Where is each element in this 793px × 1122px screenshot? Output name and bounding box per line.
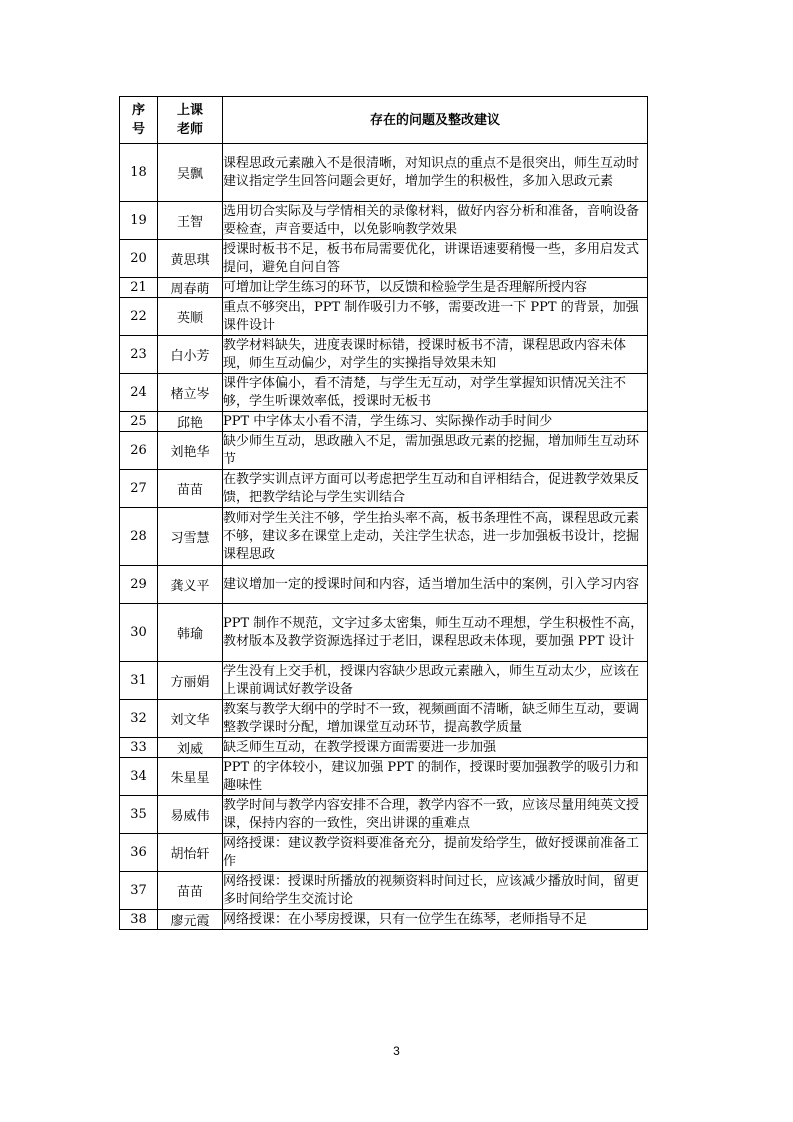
header-number <box>120 97 158 144</box>
teacher-name: 楮立岑 <box>158 374 223 412</box>
row-number: 31 <box>120 662 158 700</box>
table-row <box>120 144 648 202</box>
teacher-name: 苗苗 <box>158 872 223 910</box>
table-row <box>120 662 648 700</box>
row-number: 28 <box>120 508 158 566</box>
issue-text: 在教学实训点评方面可以考虑把学生互动和自评相结合，促进教学效果反馈，把教学结论与学生实训结合 <box>223 470 648 508</box>
row-number: 18 <box>120 144 158 202</box>
teacher-name: 胡怡轩 <box>158 834 223 872</box>
table-row <box>120 566 648 604</box>
table-row <box>120 872 648 910</box>
row-number: 36 <box>120 834 158 872</box>
issue-text: 教师对学生关注不够，学生抬头率不高，板书条理性不高，课程思政元素不够，建议多在课堂上走动，关注学生状态，进一步加强板书设计，挖掘课程思政 <box>223 508 648 566</box>
issue-text: 教学时间与教学内容安排不合理，教学内容不一致，应该尽量用纯英文授课，保持内容的一致性，突出讲课的重难点 <box>223 796 648 834</box>
issue-text: 教案与教学大纲中的学时不一致，视频画面不清晰，缺乏师生互动，要调整教学课时分配，增加课堂互动环节，提高教学质量 <box>223 700 648 738</box>
row-number: 38 <box>120 910 158 930</box>
teacher-name: 方丽娟 <box>158 662 223 700</box>
table-row <box>120 910 648 930</box>
issue-text: 可增加让学生练习的环节，以反馈和检验学生是否理解所授内容 <box>223 278 648 298</box>
issue-text: 缺乏师生互动，在教学授课方面需要进一步加强 <box>223 738 648 758</box>
row-number: 35 <box>120 796 158 834</box>
table-row <box>120 202 648 240</box>
issue-text: PPT 制作不规范，文字过多太密集，师生互动不理想，学生积极性不高，教材版本及教学资源选择过于老旧，课程思政未体现，要加强 PPT 设计 <box>223 604 648 662</box>
row-number: 32 <box>120 700 158 738</box>
teacher-name: 朱星星 <box>158 758 223 796</box>
teacher-name: 龚义平 <box>158 566 223 604</box>
header-issues: 存在的问题及整改建议 <box>223 97 648 144</box>
table-row <box>120 278 648 298</box>
issue-text: 缺少师生互动，思政融入不足，需加强思政元素的挖掘，增加师生互动环节 <box>223 432 648 470</box>
table-row <box>120 758 648 796</box>
issue-text: PPT 中字体太小看不清，学生练习、实际操作动手时间少 <box>223 412 648 432</box>
table-row <box>120 738 648 758</box>
teacher-name: 黄思琪 <box>158 240 223 278</box>
row-number: 33 <box>120 738 158 758</box>
teacher-name: 王智 <box>158 202 223 240</box>
table-row <box>120 700 648 738</box>
issue-text: PPT 的字体较小，建议加强 PPT 的制作，授课时要加强教学的吸引力和趣味性 <box>223 758 648 796</box>
teacher-name: 易威伟 <box>158 796 223 834</box>
teacher-name: 刘艳华 <box>158 432 223 470</box>
table-row <box>120 336 648 374</box>
row-number: 25 <box>120 412 158 432</box>
row-number: 37 <box>120 872 158 910</box>
feedback-table <box>119 96 648 930</box>
row-number: 34 <box>120 758 158 796</box>
teacher-name: 刘文华 <box>158 700 223 738</box>
row-number: 23 <box>120 336 158 374</box>
row-number: 20 <box>120 240 158 278</box>
header-number-line: 序 <box>131 103 145 118</box>
row-number: 27 <box>120 470 158 508</box>
issue-text: 选用切合实际及与学情相关的录像材料，做好内容分析和准备，音响设备要检查，声音要适中，以免影响教学效果 <box>223 202 648 240</box>
teacher-name: 韩瑜 <box>158 604 223 662</box>
table-row <box>120 796 648 834</box>
issue-text: 网络授课：在小琴房授课，只有一位学生在练琴，老师指导不足 <box>223 910 648 930</box>
table-body <box>120 144 648 930</box>
teacher-name: 英顺 <box>158 298 223 336</box>
row-number: 30 <box>120 604 158 662</box>
row-number: 19 <box>120 202 158 240</box>
teacher-name: 邱艳 <box>158 412 223 432</box>
table-row <box>120 470 648 508</box>
issue-text: 教学材料缺失，进度表课时标错，授课时板书不清，课程思政内容未体现，师生互动偏少，对学生的实操指导效果未知 <box>223 336 648 374</box>
row-number: 26 <box>120 432 158 470</box>
issue-text: 建议增加一定的授课时间和内容，适当增加生活中的案例，引入学习内容 <box>223 566 648 604</box>
table-row <box>120 374 648 412</box>
issue-text: 课件字体偏小，看不清楚，与学生无互动，对学生掌握知识情况关注不够，学生听课效率低，授课时无板书 <box>223 374 648 412</box>
row-number: 21 <box>120 278 158 298</box>
table-row <box>120 432 648 470</box>
header-row <box>120 97 648 144</box>
row-number: 22 <box>120 298 158 336</box>
table-row <box>120 508 648 566</box>
table-row <box>120 298 648 336</box>
issue-text: 重点不够突出，PPT 制作吸引力不够，需要改进一下 PPT 的背景，加强课件设计 <box>223 298 648 336</box>
header-teacher <box>158 97 223 144</box>
teacher-name: 廖元霞 <box>158 910 223 930</box>
table-row <box>120 240 648 278</box>
header-teacher-line: 老师 <box>176 122 203 137</box>
table-row <box>120 834 648 872</box>
teacher-name: 苗苗 <box>158 470 223 508</box>
teacher-name: 周春萌 <box>158 278 223 298</box>
teacher-name: 习雪慧 <box>158 508 223 566</box>
row-number: 24 <box>120 374 158 412</box>
row-number: 29 <box>120 566 158 604</box>
issue-text: 网络授课：授课时所播放的视频资料时间过长，应该减少播放时间，留更多时间给学生交流讨论 <box>223 872 648 910</box>
issue-text: 课程思政元素融入不是很清晰，对知识点的重点不是很突出，师生互动时建议指定学生回答问题会更好，增加学生的积极性，多加入思政元素 <box>223 144 648 202</box>
issue-text: 授课时板书不足，板书布局需要优化，讲课语速要稍慢一些，多用启发式提问，避免自问自答 <box>223 240 648 278</box>
table-row <box>120 412 648 432</box>
teacher-name: 吴飘 <box>158 144 223 202</box>
header-teacher-line: 上课 <box>176 103 203 118</box>
issue-text: 网络授课：建议教学资料要准备充分，提前发给学生，做好授课前准备工作 <box>223 834 648 872</box>
page-number: 3 <box>393 1044 400 1058</box>
header-number-line: 号 <box>131 122 145 137</box>
table-row <box>120 604 648 662</box>
teacher-name: 白小芳 <box>158 336 223 374</box>
issue-text: 学生没有上交手机，授课内容缺少思政元素融入，师生互动太少，应该在上课前调试好教学设备 <box>223 662 648 700</box>
teacher-name: 刘威 <box>158 738 223 758</box>
